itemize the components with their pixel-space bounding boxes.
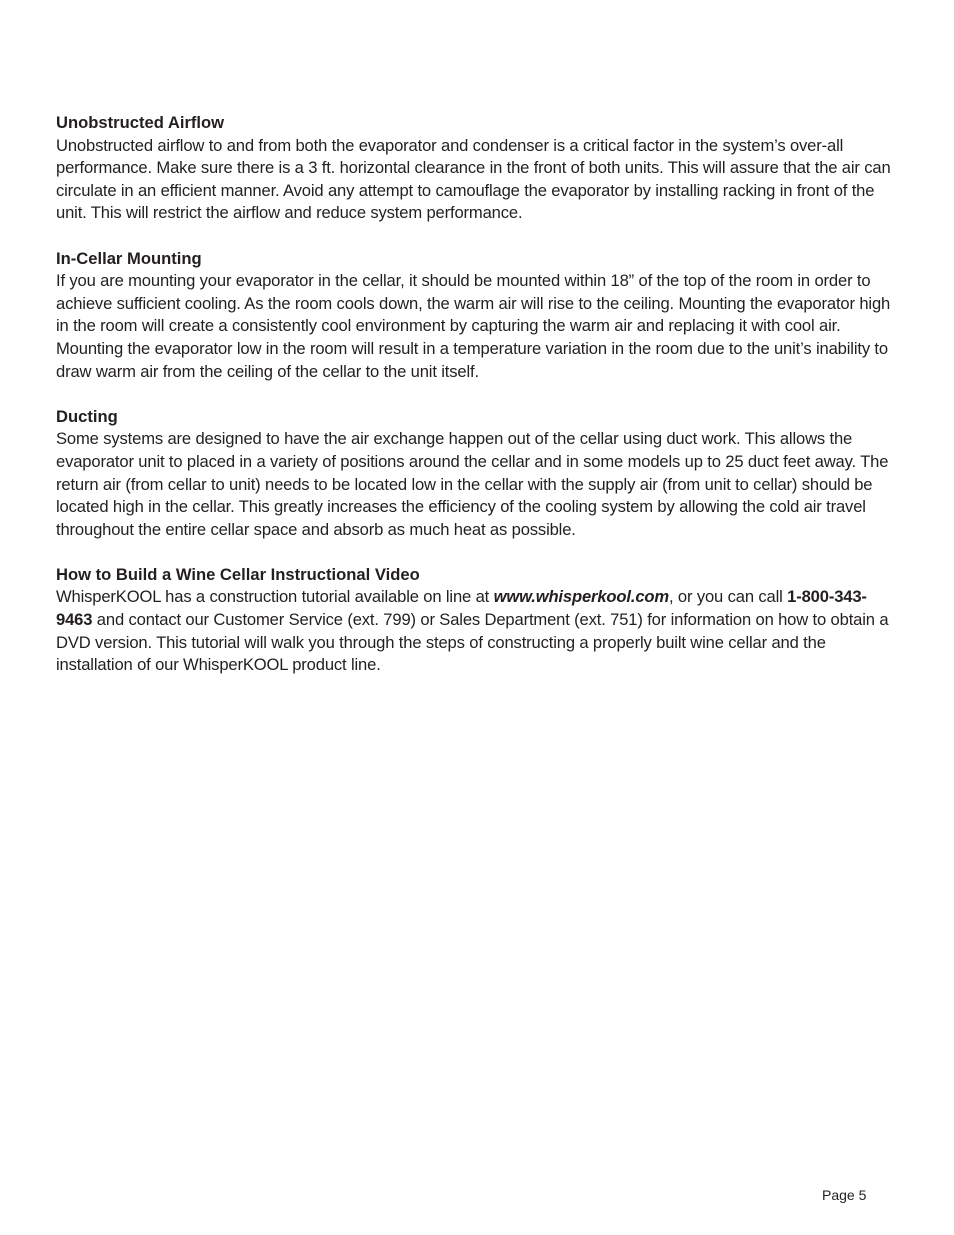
video-text-call: , or you can call <box>669 587 788 607</box>
section-body <box>56 586 902 676</box>
section-heading: How to Build a Wine Cellar Instructional Video <box>56 564 420 584</box>
page-content <box>56 112 902 699</box>
phone-number: 1-800-343-9463 <box>56 587 867 630</box>
section-ducting <box>56 406 902 542</box>
section-heading: In-Cellar Mounting <box>56 248 202 268</box>
website-link[interactable]: www.whisperkool.com <box>493 587 669 607</box>
section-heading: Unobstructed Airflow <box>56 113 225 132</box>
section-in-cellar-mounting <box>56 248 902 384</box>
section-body: Some systems are designed to have the air exchange happen out of the cellar using duct work. This allows the evaporator unit to placed in a variety of positions around the cellar and in some models up to 25 duct feet away. The return air (from cellar to unit) needs to be located low in the cellar with the supply air (from unit to cellar) should be located high in the cellar. This greatly increases the efficiency of the cooling system by allowing the cold air travel throughout the entire cellar space and absorb as much heat as possible. <box>56 429 889 539</box>
section-heading: Ducting <box>56 406 118 426</box>
video-text-rest: and contact our Customer Service (ext. 799) or Sales Department (ext. 751) for information on how to obtain a DVD version. This tutorial will walk you through the steps of constructing a properly built wine cellar and the installation of our WhisperKOOL product line. <box>56 610 889 675</box>
page-number: Page 5 <box>822 1187 867 1203</box>
section-instructional-video <box>56 564 902 677</box>
section-body: If you are mounting your evaporator in the cellar, it should be mounted within 18” of the top of the room in order to achieve sufficient cooling. As the room cools down, the warm air will rise to the ceiling. Mounting the evaporator high in the room will create a consistently cool environment by capturing the warm air and replacing it with cool air. Mounting the evaporator low in the room will result in a temperature variation in the room due to the unit’s inability to draw warm air from the ceiling of the cellar to the unit itself. <box>56 271 891 381</box>
video-text-intro: WhisperKOOL has a construction tutorial available on line at <box>56 587 494 607</box>
section-body: Unobstructed airflow to and from both the evaporator and condenser is a critical factor in the system’s over-all performance. Make sure there is a 3 ft. horizontal clearance in the front of both units. This will assure that the air can circulate in an efficient manner. Avoid any attempt to camouflage the evaporator by installing racking in front of the unit. This will restrict the airflow and reduce system performance. <box>56 135 891 223</box>
section-unobstructed-airflow <box>56 112 902 225</box>
